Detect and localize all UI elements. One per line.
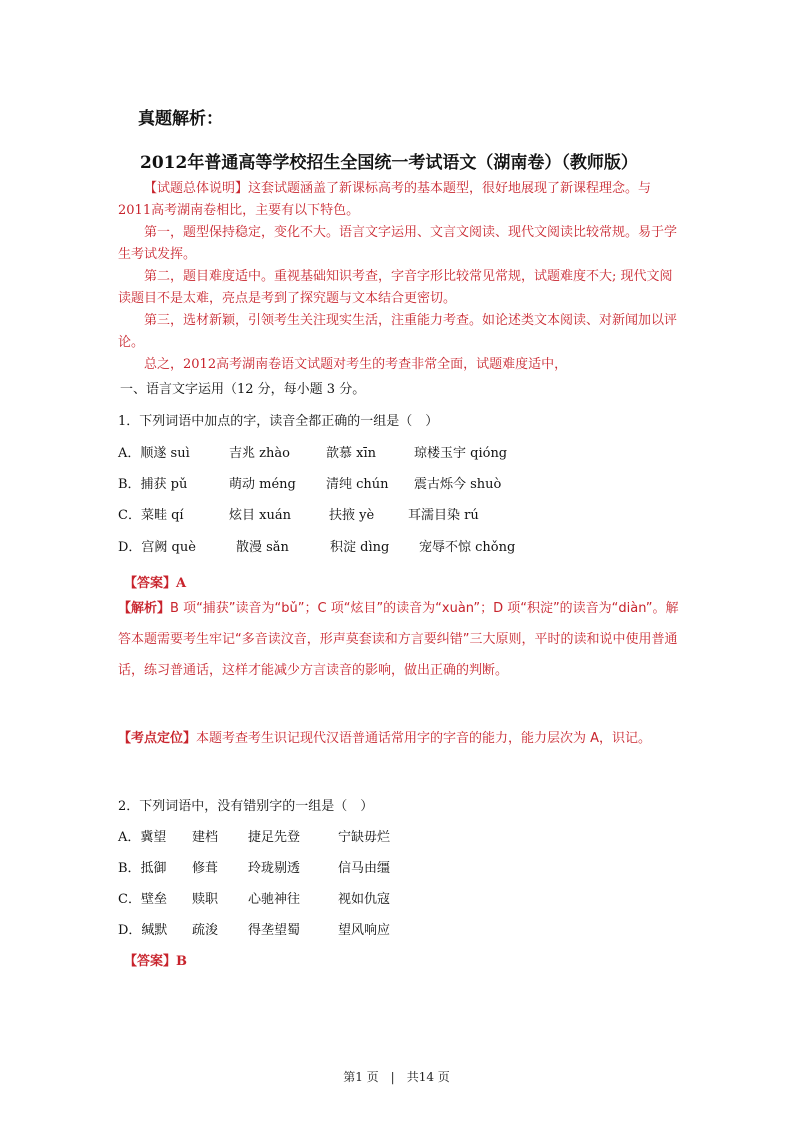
q1-option-a-col3: 歆慕 xīn: [326, 446, 376, 461]
q1-option-c-col2: 炫目 xuán: [229, 508, 291, 523]
q1-option-a-col4: 琼楼玉宇 qióng: [414, 446, 508, 461]
q1-option-b-col2: 萌动 méng: [229, 477, 296, 492]
q1-analysis-text: B 项“捕获”读音为“bǔ”；C 项“炫目”的读音为“xuàn”；D 项“积淀”的读音为“diàn”。解答本题需要考生牢记“多音读汶音，形声莫套读和方言要纠错”三大原则，平时的读和说中使用普通话，练习普通话，这样才能减少方言读音的影响，做出正确的判断。: [118, 601, 679, 678]
q2-option-a-col4: 宁缺毋烂: [338, 830, 391, 845]
q1-option-b-col4: 震古烁今 shuò: [414, 477, 502, 492]
q1-answer: 【答案】A: [124, 576, 187, 591]
section-language-use: 一、语言文字运用（12 分，每小题 3 分。: [120, 382, 366, 397]
q2-option-b-col4: 信马由缰: [338, 861, 391, 876]
q1-option-b-col1: B．捕获 pǔ: [118, 477, 188, 492]
q1-option-d-col4: 宠辱不惊 chǒng: [419, 540, 516, 555]
page-footer: 第1 页 | 共14 页: [343, 1070, 450, 1084]
q2-option-c-col4: 视如仇寇: [338, 892, 391, 907]
q2-option-b-col3: 玲珑剔透: [248, 861, 301, 876]
q2-option-c-col1: C．壁垒: [118, 892, 167, 907]
question-1-stem: 1．下列词语中加点的字，读音全都正确的一组是（ ）: [118, 414, 439, 429]
q2-option-d-col3: 得垄望蜀: [248, 923, 301, 938]
q1-option-c-col4: 耳濡目染 rú: [408, 508, 479, 523]
section-heading: 真题解析：: [138, 109, 223, 129]
q1-option-b-col3: 清纯 chún: [326, 477, 389, 492]
q1-option-c-col3: 扶掖 yè: [329, 508, 375, 523]
q2-option-a-col2: 建档: [192, 830, 219, 845]
intro-paragraph-5: 总之，2012高考湖南卷语文试题对考生的考查非常全面，试题难度适中，: [144, 357, 568, 372]
q2-option-d-col4: 望风响应: [338, 923, 391, 938]
q1-option-d-col2: 散漫 sǎn: [236, 540, 289, 555]
q1-option-d-col3: 积淀 dìng: [330, 540, 390, 555]
q2-option-b-col1: B．抵御: [118, 861, 167, 876]
intro-paragraph-4: 第三，选材新颖，引领考生关注现实生活，注重能力考查。如论述类文本阅读、对新闻加以评论。: [118, 313, 678, 350]
intro-paragraph-2: 第一，题型保持稳定，变化不大。语言文字运用、文言文阅读、现代文阅读比较常规。易于学生考试发挥。: [118, 225, 678, 262]
q2-option-d-col1: D．缄默: [118, 923, 168, 938]
q1-option-a-col2: 吉兆 zhào: [229, 446, 290, 461]
intro-paragraph-3: 第二，题目难度适中。重视基础知识考查，字音字形比较常见常规，试题难度不大; 现代文阅读题目不是太难，亮点是考到了探究题与文本结合更密切。: [118, 269, 673, 306]
q1-option-c-col1: C．菜畦 qí: [118, 508, 184, 523]
q1-analysis: [118, 593, 688, 686]
q2-answer: 【答案】B: [124, 954, 187, 969]
question-2-stem: 2．下列词语中，没有错别字的一组是（ ）: [118, 799, 374, 814]
q1-option-a-col1: A．顺遂 suì: [118, 446, 190, 461]
q1-exam-point-label: 【考点定位】: [118, 731, 197, 746]
q2-option-c-col2: 赎职: [192, 892, 219, 907]
q1-exam-point-text: 本题考查考生识记现代汉语普通话常用字的字音的能力，能力层次为 A，识记。: [196, 731, 652, 746]
q2-option-a-col3: 捷足先登: [248, 830, 301, 845]
q2-option-b-col2: 修葺: [192, 861, 219, 876]
q2-option-d-col2: 疏浚: [192, 923, 219, 938]
intro-paragraph-1: 【试题总体说明】这套试题涵盖了新课标高考的基本题型，很好地展现了新课程理念。与2011高考湖南卷相比，主要有以下特色。: [118, 181, 652, 218]
q1-analysis-label: 【解析】: [118, 601, 171, 616]
document-title: 2012年普通高等学校招生全国统一考试语文（湖南卷）（教师版）: [140, 153, 638, 173]
q2-option-c-col3: 心驰神往: [248, 892, 301, 907]
q2-option-a-col1: A．冀望: [118, 830, 167, 845]
q1-option-d-col1: D．宫阙 què: [118, 540, 196, 555]
q1-exam-point: [118, 723, 688, 754]
